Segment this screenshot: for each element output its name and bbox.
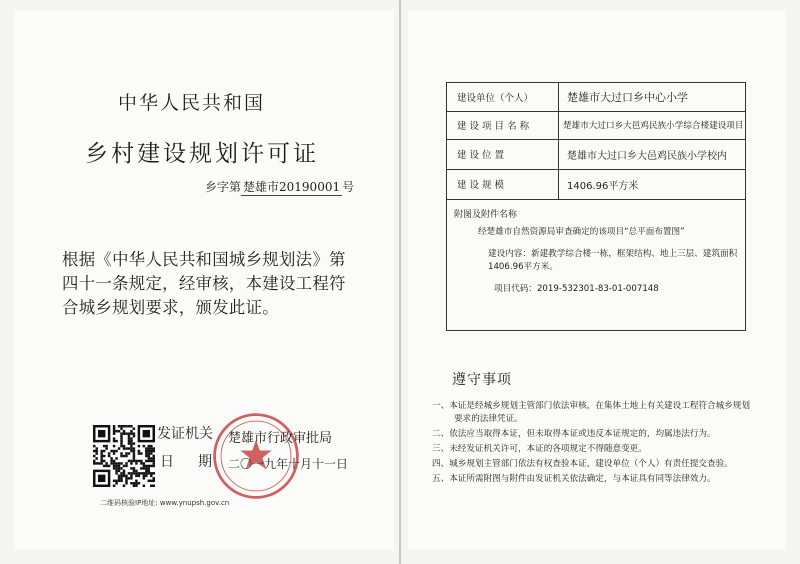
country-title: 中华人民共和国 bbox=[118, 92, 266, 114]
list-item: 三、未经发证机关许可，本证的各项规定不得随意变更。 bbox=[432, 444, 647, 454]
issuer-value: 楚雄市行政审批局 bbox=[228, 431, 333, 446]
certificate-body: 根据《中华人民共和国城乡规划法》第四十一条规定，经审核，本建设工程符合城乡规划要求，颁发此证。 bbox=[62, 250, 346, 317]
date-label: 日期 bbox=[160, 454, 236, 470]
number-prefix: 乡字第 bbox=[205, 180, 242, 194]
row-value: 楚雄市大过口乡中心小学 bbox=[567, 91, 688, 104]
row-label: 建设单位（个人） bbox=[447, 83, 559, 111]
table-row bbox=[447, 139, 745, 170]
issuer-label: 发证机关 bbox=[157, 426, 213, 442]
row-label: 建 设 项 目 名 称 bbox=[447, 111, 559, 139]
attachments-content: 建设内容：新建教学综合楼一栋，框架结构、地上三层、建筑面积1406.96平方米。 bbox=[488, 249, 738, 272]
row-value: 楚雄市大过口乡大邑鸡民族小学综合楼建设项目 bbox=[563, 121, 744, 131]
row-value: 楚雄市大过口乡大邑鸡民族小学校内 bbox=[567, 150, 727, 162]
table-row bbox=[447, 169, 745, 200]
notice-list bbox=[432, 400, 752, 488]
notice-title: 遵守事项 bbox=[452, 372, 512, 388]
attachments-title: 附图及附件名称 bbox=[454, 210, 518, 220]
list-item: 五、本证所需附图与附件由发证机关依法确定，与本证具有同等法律效力。 bbox=[432, 474, 716, 484]
certificate-number bbox=[205, 178, 354, 196]
qr-caption: 二维码核验IP地址: www.ynupsh.gov.cn bbox=[100, 499, 230, 507]
issue-date: 二〇一九年十月十一日 bbox=[228, 457, 349, 471]
number-value: 楚雄市20190001 bbox=[243, 180, 341, 194]
row-value: 1406.96平方米 bbox=[567, 180, 639, 192]
row-label: 建 设 位 置 bbox=[447, 139, 559, 169]
certificate-title: 乡村建设规划许可证 bbox=[85, 141, 319, 167]
list-item: 一、本证是经城乡规划主管部门依法审核，在集体土地上有关建设工程符合城乡规划要求的法律凭证。 bbox=[432, 401, 750, 424]
number-suffix: 号 bbox=[342, 180, 355, 194]
qr-code-icon[interactable] bbox=[93, 425, 155, 487]
list-item: 四、城乡规划主管部门依法有权查验本证，建设单位（个人）有责任提交查验。 bbox=[432, 459, 733, 469]
row-label: 建 设 规 模 bbox=[447, 169, 559, 199]
table-row bbox=[447, 83, 745, 112]
project-code: 项目代码：2019-532301-83-01-007148 bbox=[494, 284, 659, 294]
page-fold-divider bbox=[399, 0, 401, 564]
list-item: 二、依法应当取得本证，但未取得本证或违反本证规定的，均属违法行为。 bbox=[432, 429, 716, 439]
table-row bbox=[447, 111, 745, 140]
attachments-line: 经楚雄市自然资源局审查确定的该项目“总平面布置图” bbox=[478, 227, 685, 237]
